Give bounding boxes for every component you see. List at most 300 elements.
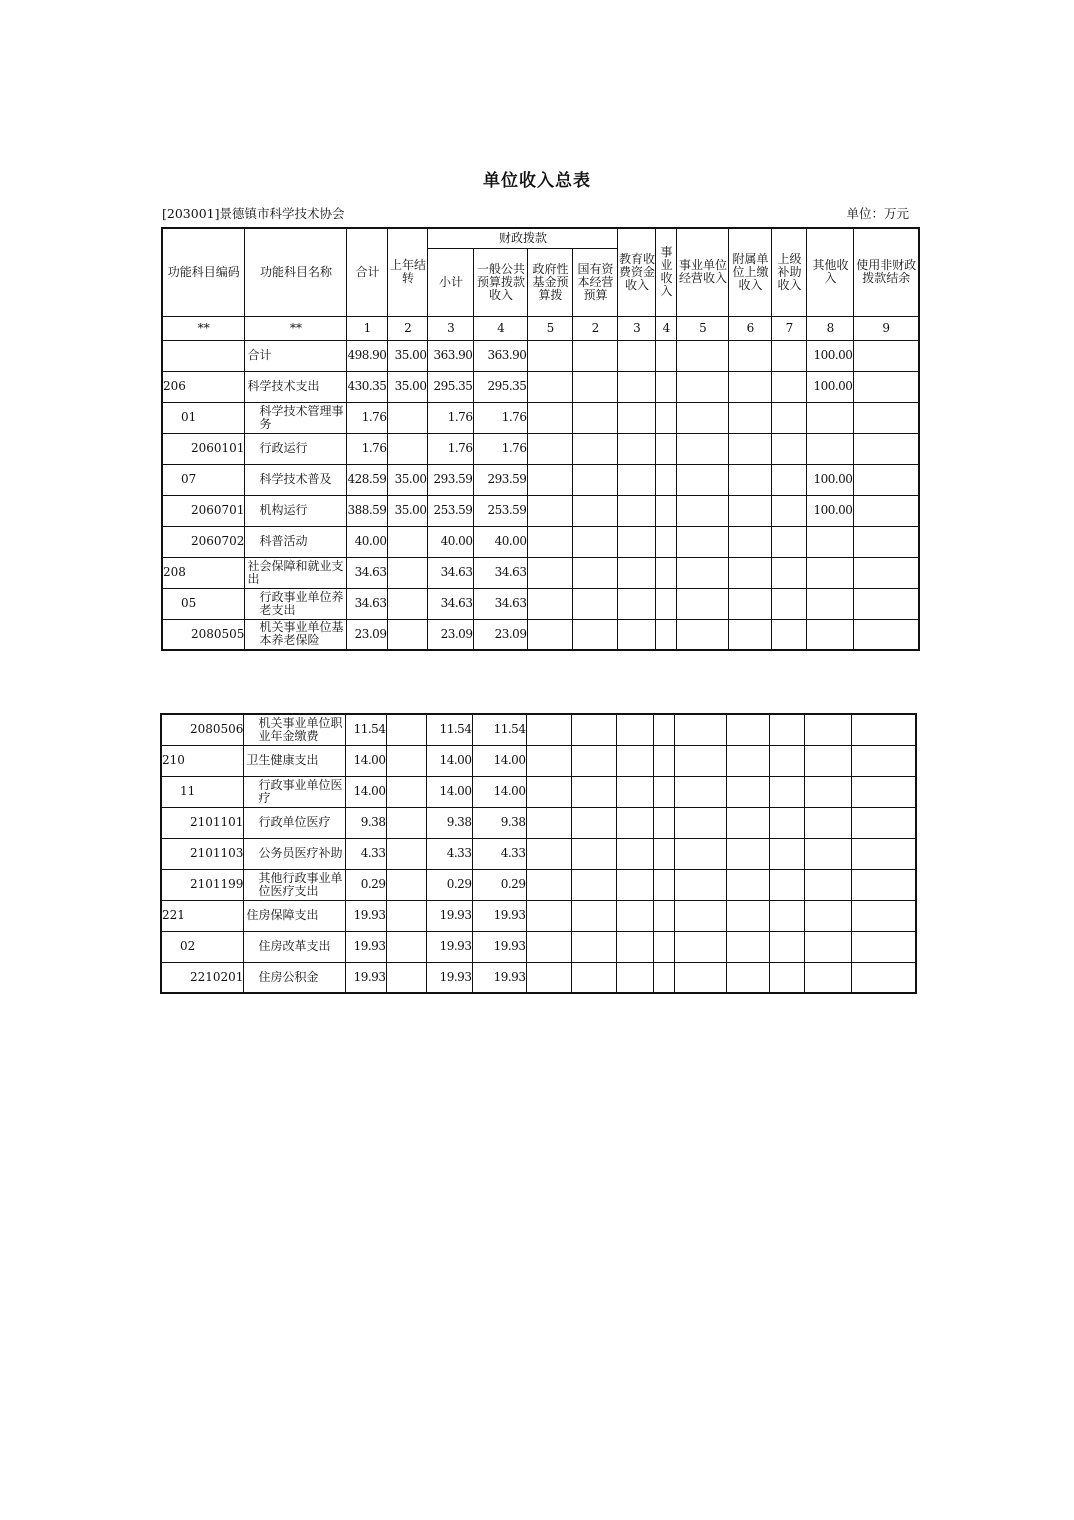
superior-subsidy-cell xyxy=(772,619,807,650)
gov-fund-cell xyxy=(528,588,573,619)
table-row xyxy=(162,526,919,557)
gov-fund-cell xyxy=(527,745,572,776)
gov-fund-cell xyxy=(528,402,573,433)
code-cell xyxy=(162,340,245,371)
subtotal-cell: 19.93 xyxy=(427,931,473,962)
general-budget-cell: 19.93 xyxy=(473,962,527,993)
superior-subsidy-cell xyxy=(770,714,805,745)
carryover-cell xyxy=(387,807,427,838)
other-income-cell xyxy=(805,962,852,993)
state-capital-cell xyxy=(572,776,617,807)
header-other-income: 其他收入 xyxy=(807,228,854,316)
state-capital-cell xyxy=(572,931,617,962)
table-row xyxy=(161,776,916,807)
business-income-cell xyxy=(656,340,677,371)
affiliated-cell xyxy=(727,869,770,900)
business-income-cell xyxy=(654,838,675,869)
other-income-cell: 100.00 xyxy=(807,371,854,402)
business-operation-cell xyxy=(677,557,729,588)
total-cell: 11.54 xyxy=(346,714,387,745)
table-row xyxy=(161,838,916,869)
carryover-cell xyxy=(388,588,428,619)
table-row xyxy=(161,745,916,776)
edu-fee-cell xyxy=(618,588,656,619)
total-cell: 34.63 xyxy=(347,557,388,588)
other-income-cell xyxy=(807,588,854,619)
subtotal-cell: 34.63 xyxy=(428,557,474,588)
edu-fee-cell xyxy=(618,557,656,588)
table-row xyxy=(162,619,919,650)
superior-subsidy-cell xyxy=(772,464,807,495)
business-operation-cell xyxy=(677,340,729,371)
index-cell: 4 xyxy=(656,316,677,340)
header-fiscal-group: 财政拨款 xyxy=(428,228,618,248)
gov-fund-cell xyxy=(527,962,572,993)
gov-fund-cell xyxy=(528,619,573,650)
state-capital-cell xyxy=(572,838,617,869)
state-capital-cell xyxy=(572,807,617,838)
header-code: 功能科目编码 xyxy=(162,228,245,316)
carryover-cell: 35.00 xyxy=(388,495,428,526)
other-income-cell xyxy=(805,931,852,962)
gov-fund-cell xyxy=(527,807,572,838)
subtotal-cell: 1.76 xyxy=(428,433,474,464)
name-cell: 行政运行 xyxy=(245,433,347,464)
table-row xyxy=(161,807,916,838)
non-fiscal-balance-cell xyxy=(854,526,919,557)
subtotal-cell: 0.29 xyxy=(427,869,473,900)
total-cell: 498.90 xyxy=(347,340,388,371)
gov-fund-cell xyxy=(528,433,573,464)
superior-subsidy-cell xyxy=(772,371,807,402)
table-row xyxy=(162,464,919,495)
business-operation-cell xyxy=(677,464,729,495)
subtotal-cell: 11.54 xyxy=(427,714,473,745)
business-operation-cell xyxy=(677,588,729,619)
header-subtotal: 小计 xyxy=(428,248,474,316)
other-income-cell xyxy=(807,402,854,433)
business-operation-cell xyxy=(677,371,729,402)
affiliated-cell xyxy=(727,807,770,838)
non-fiscal-balance-cell xyxy=(852,931,916,962)
general-budget-cell: 1.76 xyxy=(474,433,528,464)
code-cell: 02 xyxy=(161,931,244,962)
carryover-cell: 35.00 xyxy=(388,340,428,371)
total-cell: 428.59 xyxy=(347,464,388,495)
gov-fund-cell xyxy=(527,714,572,745)
affiliated-cell xyxy=(729,433,772,464)
non-fiscal-balance-cell xyxy=(854,433,919,464)
header-business-operation: 事业单位经营收入 xyxy=(677,228,729,316)
carryover-cell xyxy=(387,962,427,993)
total-cell: 19.93 xyxy=(346,962,387,993)
gov-fund-cell xyxy=(527,838,572,869)
business-income-cell xyxy=(654,931,675,962)
name-cell: 机关事业单位基本养老保险 xyxy=(245,619,347,650)
affiliated-cell xyxy=(727,962,770,993)
business-income-cell xyxy=(654,900,675,931)
edu-fee-cell xyxy=(617,807,654,838)
business-operation-cell xyxy=(675,745,727,776)
non-fiscal-balance-cell xyxy=(852,869,916,900)
code-cell: 11 xyxy=(161,776,244,807)
superior-subsidy-cell xyxy=(772,340,807,371)
state-capital-cell xyxy=(573,340,618,371)
edu-fee-cell xyxy=(617,869,654,900)
name-cell: 社会保障和就业支出 xyxy=(245,557,347,588)
name-cell: 行政事业单位医疗 xyxy=(244,776,346,807)
affiliated-cell xyxy=(727,776,770,807)
subtotal-cell: 1.76 xyxy=(428,402,474,433)
index-cell: 2 xyxy=(573,316,618,340)
index-cell: 5 xyxy=(528,316,573,340)
superior-subsidy-cell xyxy=(772,433,807,464)
subtotal-cell: 34.63 xyxy=(428,588,474,619)
general-budget-cell: 40.00 xyxy=(474,526,528,557)
non-fiscal-balance-cell xyxy=(852,962,916,993)
subtotal-cell: 40.00 xyxy=(428,526,474,557)
other-income-cell xyxy=(805,776,852,807)
code-cell: 2101199 xyxy=(161,869,244,900)
general-budget-cell: 293.59 xyxy=(474,464,528,495)
carryover-cell xyxy=(388,402,428,433)
index-cell: 7 xyxy=(772,316,807,340)
business-operation-cell xyxy=(677,433,729,464)
affiliated-cell xyxy=(729,495,772,526)
name-cell: 住房保障支出 xyxy=(244,900,346,931)
superior-subsidy-cell xyxy=(770,931,805,962)
index-cell: 1 xyxy=(347,316,388,340)
total-cell: 0.29 xyxy=(346,869,387,900)
non-fiscal-balance-cell xyxy=(854,557,919,588)
total-cell: 23.09 xyxy=(347,619,388,650)
carryover-cell xyxy=(388,557,428,588)
table-row xyxy=(161,714,916,745)
general-budget-cell: 1.76 xyxy=(474,402,528,433)
general-budget-cell: 14.00 xyxy=(473,776,527,807)
other-income-cell xyxy=(805,714,852,745)
affiliated-cell xyxy=(729,619,772,650)
header-non-fiscal-balance: 使用非财政拨款结余 xyxy=(854,228,919,316)
header-edu-fee: 教育收费资金收入 xyxy=(618,228,656,316)
name-cell: 行政事业单位养老支出 xyxy=(245,588,347,619)
code-cell: 2101101 xyxy=(161,807,244,838)
state-capital-cell xyxy=(573,464,618,495)
edu-fee-cell xyxy=(617,931,654,962)
carryover-cell xyxy=(388,433,428,464)
name-cell: 科学技术管理事务 xyxy=(245,402,347,433)
code-cell: 210 xyxy=(161,745,244,776)
business-operation-cell xyxy=(675,900,727,931)
general-budget-cell: 253.59 xyxy=(474,495,528,526)
income-table-page-2 xyxy=(160,713,917,994)
business-income-cell xyxy=(654,776,675,807)
business-operation-cell xyxy=(677,495,729,526)
other-income-cell xyxy=(807,557,854,588)
other-income-cell xyxy=(805,745,852,776)
general-budget-cell: 14.00 xyxy=(473,745,527,776)
affiliated-cell xyxy=(729,371,772,402)
business-income-cell xyxy=(656,464,677,495)
edu-fee-cell xyxy=(617,776,654,807)
table-row xyxy=(162,495,919,526)
non-fiscal-balance-cell xyxy=(854,619,919,650)
index-cell: 8 xyxy=(807,316,854,340)
index-cell: 9 xyxy=(854,316,919,340)
superior-subsidy-cell xyxy=(772,526,807,557)
superior-subsidy-cell xyxy=(772,557,807,588)
header-superior-subsidy: 上级补助收入 xyxy=(772,228,807,316)
header-total: 合计 xyxy=(347,228,388,316)
total-cell: 430.35 xyxy=(347,371,388,402)
other-income-cell: 100.00 xyxy=(807,495,854,526)
table-row xyxy=(161,900,916,931)
general-budget-cell: 34.63 xyxy=(474,557,528,588)
affiliated-cell xyxy=(729,340,772,371)
total-cell: 1.76 xyxy=(347,402,388,433)
edu-fee-cell xyxy=(618,340,656,371)
non-fiscal-balance-cell xyxy=(854,402,919,433)
state-capital-cell xyxy=(573,526,618,557)
name-cell: 机关事业单位职业年金缴费 xyxy=(244,714,346,745)
code-cell: 01 xyxy=(162,402,245,433)
carryover-cell xyxy=(387,776,427,807)
total-cell: 1.76 xyxy=(347,433,388,464)
edu-fee-cell xyxy=(618,371,656,402)
subtotal-cell: 295.35 xyxy=(428,371,474,402)
superior-subsidy-cell xyxy=(770,900,805,931)
general-budget-cell: 34.63 xyxy=(474,588,528,619)
state-capital-cell xyxy=(573,495,618,526)
code-cell: 07 xyxy=(162,464,245,495)
business-income-cell xyxy=(654,869,675,900)
business-income-cell xyxy=(656,495,677,526)
name-cell: 卫生健康支出 xyxy=(244,745,346,776)
superior-subsidy-cell xyxy=(770,745,805,776)
code-cell: 2060101 xyxy=(162,433,245,464)
header-name: 功能科目名称 xyxy=(245,228,347,316)
table-row xyxy=(162,402,919,433)
gov-fund-cell xyxy=(528,526,573,557)
carryover-cell xyxy=(387,838,427,869)
business-income-cell xyxy=(654,807,675,838)
superior-subsidy-cell xyxy=(770,776,805,807)
table-row xyxy=(162,588,919,619)
non-fiscal-balance-cell xyxy=(854,495,919,526)
edu-fee-cell xyxy=(618,433,656,464)
subtotal-cell: 14.00 xyxy=(427,776,473,807)
subtotal-cell: 14.00 xyxy=(427,745,473,776)
superior-subsidy-cell xyxy=(772,495,807,526)
code-cell: 206 xyxy=(162,371,245,402)
state-capital-cell xyxy=(573,433,618,464)
subtotal-cell: 9.38 xyxy=(427,807,473,838)
table-body-page-1 xyxy=(162,340,919,650)
table-row xyxy=(161,962,916,993)
business-income-cell xyxy=(654,962,675,993)
affiliated-cell xyxy=(729,464,772,495)
index-cell: 5 xyxy=(677,316,729,340)
name-cell: 科学技术支出 xyxy=(245,371,347,402)
general-budget-cell: 19.93 xyxy=(473,900,527,931)
subtotal-cell: 23.09 xyxy=(428,619,474,650)
general-budget-cell: 4.33 xyxy=(473,838,527,869)
code-cell: 2060702 xyxy=(162,526,245,557)
business-income-cell xyxy=(654,745,675,776)
edu-fee-cell xyxy=(618,464,656,495)
state-capital-cell xyxy=(573,557,618,588)
name-cell: 行政单位医疗 xyxy=(244,807,346,838)
non-fiscal-balance-cell xyxy=(854,464,919,495)
subtotal-cell: 4.33 xyxy=(427,838,473,869)
table-body-page-2 xyxy=(161,714,916,993)
gov-fund-cell xyxy=(528,495,573,526)
code-cell: 2210201 xyxy=(161,962,244,993)
other-income-cell: 100.00 xyxy=(807,340,854,371)
business-operation-cell xyxy=(677,402,729,433)
non-fiscal-balance-cell xyxy=(852,714,916,745)
subtotal-cell: 293.59 xyxy=(428,464,474,495)
code-cell: 2060701 xyxy=(162,495,245,526)
carryover-cell xyxy=(388,526,428,557)
name-cell: 公务员医疗补助 xyxy=(244,838,346,869)
table-row xyxy=(161,869,916,900)
other-income-cell xyxy=(805,838,852,869)
table-row xyxy=(162,433,919,464)
total-cell: 40.00 xyxy=(347,526,388,557)
business-operation-cell xyxy=(675,869,727,900)
index-cell: 3 xyxy=(618,316,656,340)
carryover-cell xyxy=(387,869,427,900)
business-income-cell xyxy=(656,619,677,650)
gov-fund-cell xyxy=(527,931,572,962)
total-cell: 9.38 xyxy=(346,807,387,838)
superior-subsidy-cell xyxy=(770,869,805,900)
superior-subsidy-cell xyxy=(772,588,807,619)
superior-subsidy-cell xyxy=(770,807,805,838)
total-cell: 14.00 xyxy=(346,776,387,807)
state-capital-cell xyxy=(573,402,618,433)
other-income-cell xyxy=(805,869,852,900)
header-business-income: 事业收入 xyxy=(656,228,677,316)
other-income-cell xyxy=(807,619,854,650)
carryover-cell xyxy=(387,931,427,962)
edu-fee-cell xyxy=(618,619,656,650)
header-state-capital: 国有资本经营预算 xyxy=(573,248,618,316)
gov-fund-cell xyxy=(527,869,572,900)
superior-subsidy-cell xyxy=(770,962,805,993)
edu-fee-cell xyxy=(617,962,654,993)
affiliated-cell xyxy=(727,900,770,931)
header-carryover: 上年结转 xyxy=(388,228,428,316)
table-row xyxy=(161,931,916,962)
other-income-cell xyxy=(805,900,852,931)
total-cell: 34.63 xyxy=(347,588,388,619)
business-operation-cell xyxy=(675,714,727,745)
business-operation-cell xyxy=(677,619,729,650)
non-fiscal-balance-cell xyxy=(854,340,919,371)
index-cell: 2 xyxy=(388,316,428,340)
code-cell: 05 xyxy=(162,588,245,619)
non-fiscal-balance-cell xyxy=(852,838,916,869)
general-budget-cell: 295.35 xyxy=(474,371,528,402)
non-fiscal-balance-cell xyxy=(852,745,916,776)
state-capital-cell xyxy=(572,745,617,776)
carryover-cell: 35.00 xyxy=(388,371,428,402)
business-income-cell xyxy=(656,557,677,588)
header-affiliated: 附属单位上缴收入 xyxy=(729,228,772,316)
edu-fee-cell xyxy=(617,714,654,745)
code-cell: 2101103 xyxy=(161,838,244,869)
other-income-cell xyxy=(807,526,854,557)
other-income-cell xyxy=(805,807,852,838)
name-cell: 机构运行 xyxy=(245,495,347,526)
code-cell: 221 xyxy=(161,900,244,931)
index-row xyxy=(162,316,919,340)
edu-fee-cell xyxy=(617,745,654,776)
total-cell: 14.00 xyxy=(346,745,387,776)
edu-fee-cell xyxy=(618,526,656,557)
index-cell: ** xyxy=(162,316,245,340)
state-capital-cell xyxy=(573,588,618,619)
carryover-cell xyxy=(387,745,427,776)
gov-fund-cell xyxy=(527,900,572,931)
gov-fund-cell xyxy=(528,557,573,588)
gov-fund-cell xyxy=(528,371,573,402)
general-budget-cell: 0.29 xyxy=(473,869,527,900)
non-fiscal-balance-cell xyxy=(854,588,919,619)
state-capital-cell xyxy=(572,869,617,900)
general-budget-cell: 11.54 xyxy=(473,714,527,745)
gov-fund-cell xyxy=(528,464,573,495)
subtotal-cell: 19.93 xyxy=(427,962,473,993)
general-budget-cell: 363.90 xyxy=(474,340,528,371)
income-table-page-1 xyxy=(161,227,920,651)
business-income-cell xyxy=(656,588,677,619)
business-operation-cell xyxy=(677,526,729,557)
report-title: 单位收入总表 xyxy=(483,171,591,191)
affiliated-cell xyxy=(729,588,772,619)
gov-fund-cell xyxy=(528,340,573,371)
index-cell: 3 xyxy=(428,316,474,340)
subtotal-cell: 253.59 xyxy=(428,495,474,526)
state-capital-cell xyxy=(572,962,617,993)
name-cell: 科普活动 xyxy=(245,526,347,557)
business-income-cell xyxy=(656,371,677,402)
business-income-cell xyxy=(656,526,677,557)
total-cell: 19.93 xyxy=(346,931,387,962)
total-cell: 19.93 xyxy=(346,900,387,931)
name-cell: 住房公积金 xyxy=(244,962,346,993)
general-budget-cell: 23.09 xyxy=(474,619,528,650)
edu-fee-cell xyxy=(618,402,656,433)
affiliated-cell xyxy=(729,402,772,433)
code-cell: 2080506 xyxy=(161,714,244,745)
name-cell: 住房改革支出 xyxy=(244,931,346,962)
general-budget-cell: 9.38 xyxy=(473,807,527,838)
carryover-cell xyxy=(388,619,428,650)
name-cell: 合计 xyxy=(245,340,347,371)
superior-subsidy-cell xyxy=(770,838,805,869)
non-fiscal-balance-cell xyxy=(854,371,919,402)
index-cell: 6 xyxy=(729,316,772,340)
affiliated-cell xyxy=(727,931,770,962)
subtotal-cell: 19.93 xyxy=(427,900,473,931)
total-cell: 4.33 xyxy=(346,838,387,869)
index-cell: 4 xyxy=(474,316,528,340)
table-row xyxy=(162,340,919,371)
subtotal-cell: 363.90 xyxy=(428,340,474,371)
